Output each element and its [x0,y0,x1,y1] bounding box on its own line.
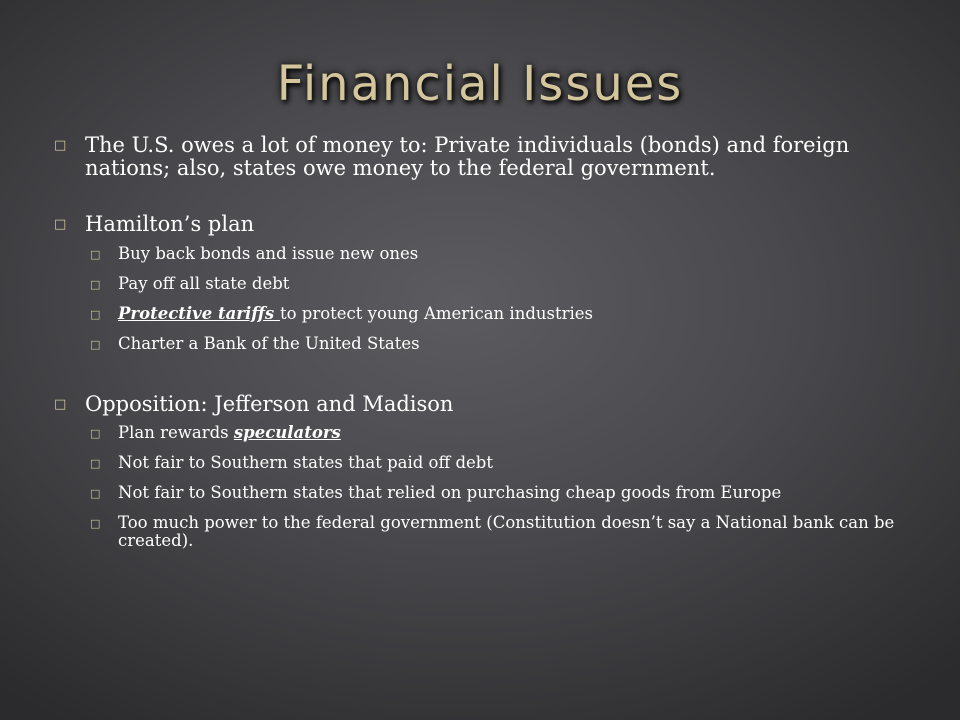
slide-content [54,134,924,550]
sub-bullet-item [54,305,924,323]
sub-bullet-text: Not fair to Southern states that paid off debt [118,453,493,472]
sub-bullet-item [54,335,924,353]
sub-bullet-text: Pay off all state debt [118,274,290,293]
square-bullet-icon: □ [90,457,101,470]
square-bullet-icon: □ [90,338,101,351]
square-bullet-icon: □ [90,278,101,291]
bullet-item-debt [54,134,924,180]
sub-bullet-text: Too much power to the federal government (Constitution doesn’t say a National bank can be created). [118,513,895,550]
sub-bullet-text: Not fair to Southern states that relied on purchasing cheap goods from Europe [118,483,782,502]
bullet-item-hamilton-plan [54,213,924,236]
sub-bullet-item [54,514,924,550]
square-bullet-icon: □ [54,138,67,153]
sub-bullet-item [54,275,924,293]
square-bullet-icon: □ [90,487,101,500]
sub-bullet-item [54,454,924,472]
sub-bullet-text: Plan rewards [118,423,234,442]
sub-bullet-item [54,245,924,263]
bullet-text: Opposition: Jefferson and Madison [85,392,454,416]
sub-bullet-text: Buy back bonds and issue new ones [118,244,419,263]
bullet-text: The U.S. owes a lot of money to: Private individuals (bonds) and foreign nations; also, states owe money to the federal government. [85,133,850,180]
slide-title: Financial Issues [276,56,684,112]
emphasis-text: speculators [233,423,341,442]
bullet-item-opposition [54,393,924,416]
bullet-text: Hamilton’s plan [85,212,255,236]
square-bullet-icon: □ [90,427,101,440]
sub-bullet-text: Charter a Bank of the United States [118,334,420,353]
sub-bullet-item [54,484,924,502]
square-bullet-icon: □ [90,248,101,261]
sub-bullet-item [54,424,924,442]
square-bullet-icon: □ [90,308,101,321]
sub-bullet-text: to protect young American industries [279,304,594,323]
square-bullet-icon: □ [54,217,67,232]
square-bullet-icon: □ [54,397,67,412]
emphasis-text: Protective tariffs [118,304,280,323]
square-bullet-icon: □ [90,517,101,530]
